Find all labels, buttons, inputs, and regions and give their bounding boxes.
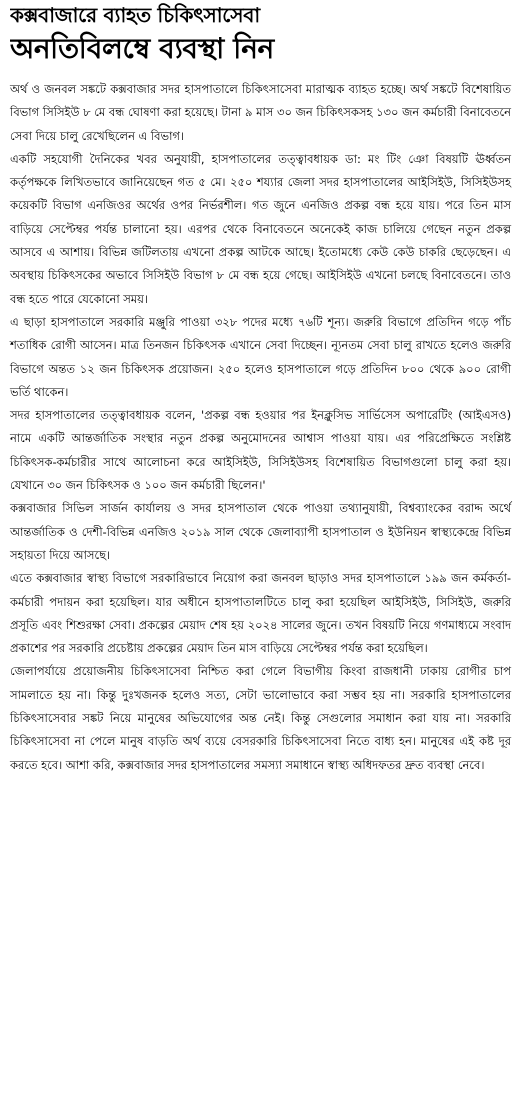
article-body <box>10 78 511 777</box>
body-paragraph: সদর হাসপাতালের তত্ত্বাবধায়ক বলেন, 'প্রকল্প বন্ধ হওয়ার পর ইনক্লুসিভ সার্ভিসেস অপারেটিং (আইএসও) নামে একটি আন্তর্জাতিক সংস্থার নতুন প্রকল্প অনুমোদনের আশ্বাস পাওয়া যায়। এর পরিপ্রেক্ষিতে সংশ্লিষ্ট চিকিৎসক-কর্মচারীর সাথে আলোচনা করে আইসিইউ, সিসিইউসহ বিশেষায়িত বিভাগগুলো চালু করা হয়। যেখানে ৩০ জন চিকিৎসক ও ১০০ জন কর্মচারী ছিলেন।' <box>10 408 511 493</box>
body-paragraph: অর্থ ও জনবল সঙ্কটে কক্সবাজার সদর হাসপাতালে চিকিৎসাসেবা মারাত্মক ব্যাহত হচ্ছে। অর্থ সঙ্কটে বিশেষায়িত বিভাগ সিসিইউ ৮ মে বন্ধ ঘোষণা করা হয়েছে। টানা ৯ মাস ৩০ জন চিকিৎসকসহ ১৩০ জন কর্মচারী বিনাবেতনে সেবা দিয়ে চালু রেখেছিলেন এ বিভাগ। <box>10 82 511 143</box>
article-kicker: কক্সবাজারে ব্যাহত চিকিৎসাসেবা <box>10 3 260 27</box>
body-paragraph: জেলাপর্যায়ে প্রয়োজনীয় চিকিৎসাসেবা নিশ্চিত করা গেলে বিভাগীয় কিংবা রাজধানী ঢাকায় রোগীর চাপ সামলাতে হয় না। কিন্তু দুঃখজনক হলেও সত্য, সেটা ভালোভাবে করা সম্ভব হয় না। সরকারি হাসপাতালের চিকিৎসাসেবার সঙ্কট নিয়ে মানুষের অভিযোগের অন্ত নেই। কিন্তু সেগুলোর সমাধান করা যায় না। সরকারি চিকিৎসাসেবা না পেলে মানুষ বাড়তি অর্থ ব্যয়ে বেসরকারি চিকিৎসাসেবা নিতে বাধ্য হন। মানুষের এই কষ্ট দূর করতে হবে। আশা করি, কক্সবাজার সদর হাসপাতালের সমস্যা সমাধানে স্বাস্থ্য অধিদফতর দ্রুত ব্যবস্থা নেবে। <box>10 664 511 772</box>
body-paragraph: কক্সবাজার সিভিল সার্জন কার্যালয় ও সদর হাসপাতাল থেকে পাওয়া তথ্যানুযায়ী, বিশ্বব্যাংকের বরাদ্দ অর্থে আন্তর্জাতিক ও দেশী-বিভিন্ন এনজিও ২০১৯ সাল থেকে জেলাব্যাপী হাসপাতাল ও ইউনিয়ন স্বাস্থ্যকেন্দ্রে বিভিন্ন সহায়তা দিয়ে আসছে। <box>10 501 511 562</box>
body-paragraph: এতে কক্সবাজার স্বাস্থ্য বিভাগে সরকারিভাবে নিয়োগ করা জনবল ছাড়াও সদর হাসপাতালে ১৯৯ জন কর্মকর্তা-কর্মচারী পদায়ন করা হয়েছিল। যার অধীনে হাসপাতালটিতে চালু করা হয়েছিল আইসিইউ, সিসিইউ, জরুরি প্রসূতি এবং শিশুরক্ষা সেবা। প্রকল্পের মেয়াদ শেষ হয় ২০২৪ সালের জুনে। তখন বিষয়টি নিয়ে গণমাধ্যমে সংবাদ প্রকাশের পর সরকারি প্রচেষ্টায় প্রকল্পের মেয়াদ তিন মাস বাড়িয়ে সেপ্টেম্বর পর্যন্ত করা হয়েছিল। <box>10 571 511 656</box>
article-headline: অনতিবিলম্বে ব্যবস্থা নিন <box>10 32 274 65</box>
body-paragraph: এ ছাড়া হাসপাতালে সরকারি মঞ্জুরি পাওয়া ৩২৮ পদের মধ্যে ৭৬টি শূন্য। জরুরি বিভাগে প্রতিদিন গড়ে পাঁচ শতাধিক রোগী আসেন। মাত্র তিনজন চিকিৎসক এখানে সেবা দিচ্ছেন। ন্যূনতম সেবা চালু রাখতে হলেও জরুরি বিভাগে অন্তত ১২ জন চিকিৎসক প্রয়োজন। ২৫০ হলেও হাসপাতালে গড়ে প্রতিদিন ৮০০ থেকে ৯০০ রোগী ভর্তি থাকেন। <box>10 314 511 399</box>
body-paragraph: একটি সহযোগী দৈনিকের খবর অনুযায়ী, হাসপাতালের তত্ত্বাবধায়ক ডা: মং টিং ঞো বিষয়টি ঊর্ধ্বতন কর্তৃপক্ষকে লিখিতভাবে জানিয়েছেন গত ৫ মে। ২৫০ শয্যার জেলা সদর হাসপাতালের আইসিইউ, সিসিইউসহ কয়েকটি বিভাগ এনজিওর অর্থের ওপর নির্ভরশীল। গত জুনে এনজিও প্রকল্প বন্ধ হয়ে যায়। পরে তিন মাস বাড়িয়ে সেপ্টেম্বর পর্যন্ত চালানো হয়। এরপর থেকে বিনাবেতনে অনেকেই কাজ চালিয়ে গেছেন নতুন প্রকল্প আসবে এ আশায়। বিভিন্ন জটিলতায় এখনো প্রকল্প আটকে আছে। ইতোমধ্যে কেউ কেউ চাকরি ছেড়েছেন। এ অবস্থায় চিকিৎসকের অভাবে সিসিইউ বিভাগ ৮ মে বন্ধ হয়ে গেছে। আইসিইউ এখনো চলছে বিনাবেতনে। তাও বন্ধ হতে পারে যেকোনো সময়। <box>10 151 511 306</box>
